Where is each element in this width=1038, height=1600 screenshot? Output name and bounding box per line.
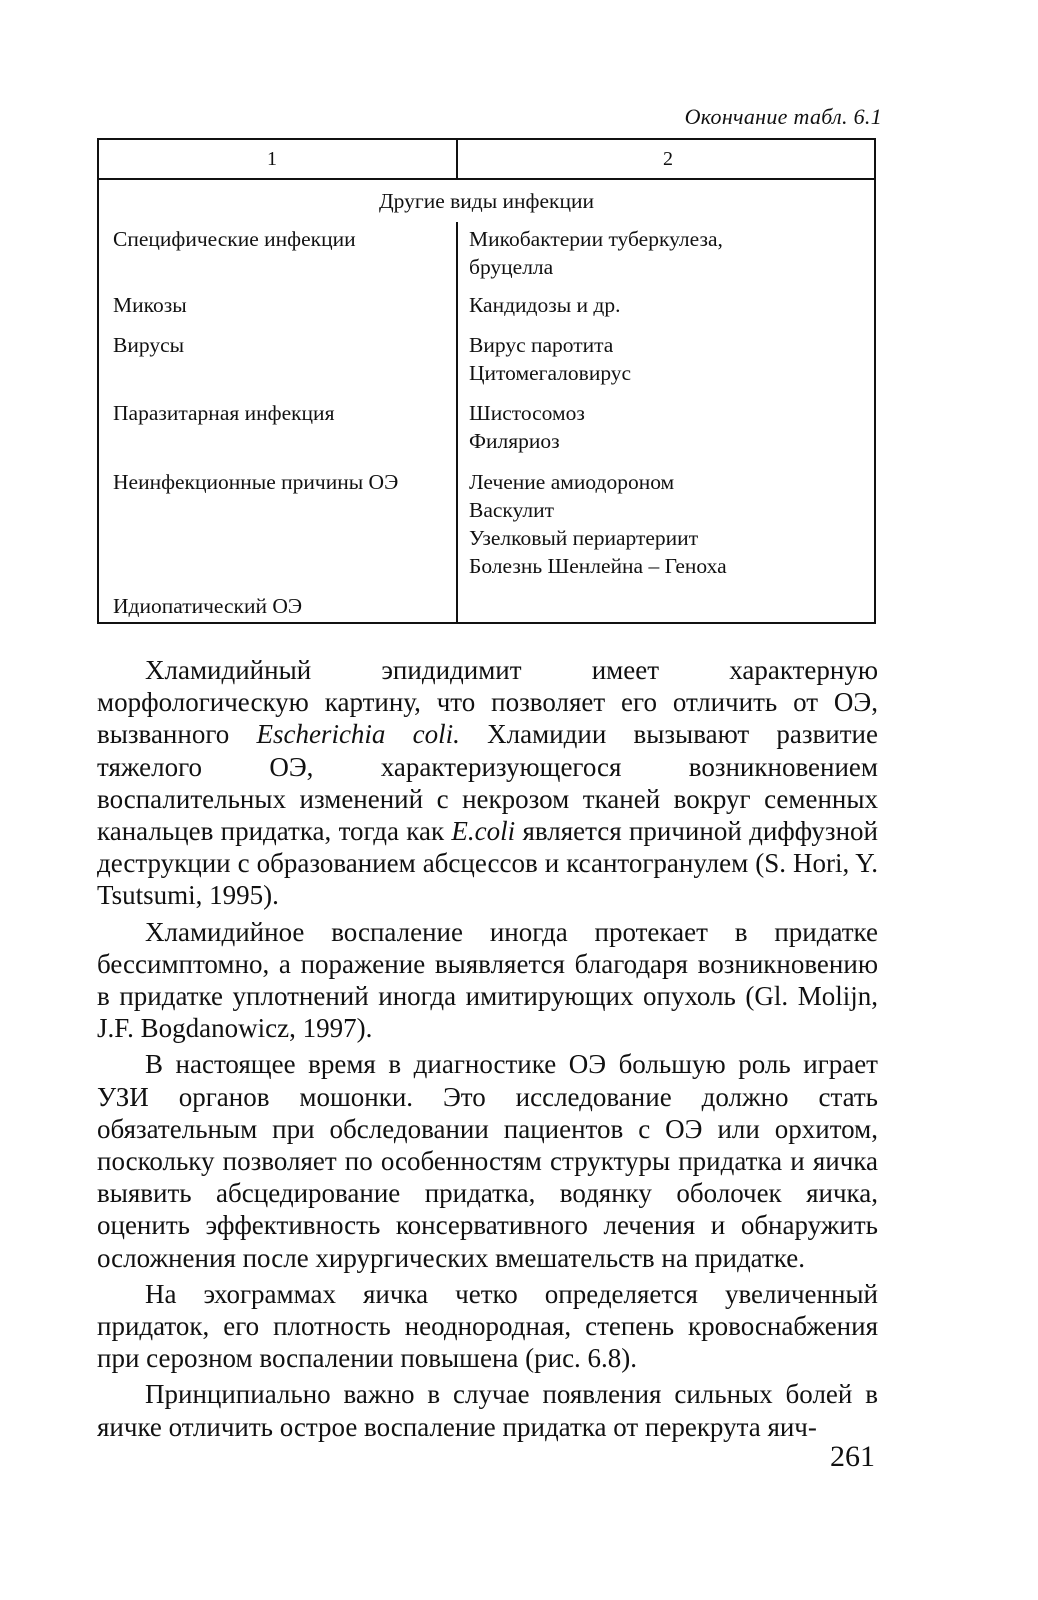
table-cell-right: Филяриоз bbox=[469, 429, 560, 453]
table-cell-left: Паразитарная инфекция bbox=[113, 401, 335, 425]
column-divider-body bbox=[456, 222, 458, 622]
table-cell-left: Вирусы bbox=[113, 333, 185, 357]
table-cell-right: Васкулит bbox=[469, 498, 555, 522]
species-name-italic: E.coli bbox=[451, 816, 516, 847]
infection-table bbox=[97, 138, 876, 624]
paragraph: На эхограммах яичка четко определяется увеличенный придаток, его плотность неоднородная, степень кровоснабжения при серозном воспалении повышена (рис. 6.8). bbox=[97, 1278, 878, 1374]
table-cell-right: Микобактерии туберкулеза, bbox=[469, 227, 723, 251]
table-cell-right: Узелковый периартериит bbox=[469, 526, 699, 550]
table-cell-left: Неинфекционные причины ОЭ bbox=[113, 470, 399, 494]
column-header-2: 2 bbox=[663, 148, 673, 170]
page-number: 261 bbox=[830, 1440, 875, 1473]
paragraph: Хламидийное воспаление иногда протекает в придатке бессимптомно, а поражение выявляется благодаря возникновению в придатке уплотнений иногда имитирующих опухоль (Gl. Molijn, J.F. Bogdanowicz, 1997). bbox=[97, 916, 878, 1044]
table-cell-right: бруцелла bbox=[469, 255, 554, 279]
paragraph-text: Хламидийный эпидидимит имеет характерную морфологическую картину, что позволяет его отличить от ОЭ, вызванного bbox=[97, 655, 878, 750]
table-cell-left: Микозы bbox=[113, 293, 187, 317]
table-cell-right: Вирус паротита bbox=[469, 333, 614, 357]
paragraph-text: Хламидии вызывают развитие тяжелого ОЭ, характеризующегося возникновением воспалительных изменений с некрозом тканей вокруг семенных канальцев придатка, тогда как bbox=[97, 719, 878, 847]
table-header-row bbox=[99, 140, 874, 180]
table-caption: Окончание табл. 6.1 bbox=[684, 104, 882, 129]
table-cell-left: Специфические инфекции bbox=[113, 227, 356, 251]
table-cell-right: Шистосомоз bbox=[469, 401, 585, 425]
paragraph-text: является причиной диффузной деструкции с образованием абсцессов и ксантогранулем (S. Hori, Y. Tsutsumi, 1995). bbox=[97, 816, 878, 911]
table-cell-right: Кандидозы и др. bbox=[469, 293, 621, 317]
column-header-1: 1 bbox=[267, 148, 277, 170]
table-section-title: Другие виды инфекции bbox=[379, 189, 594, 213]
table-cell-right: Болезнь Шенлейна – Геноха bbox=[469, 554, 727, 578]
table-cell-right: Лечение амиодороном bbox=[469, 470, 675, 494]
body-text bbox=[97, 654, 878, 1443]
species-name-italic: Escherichia coli. bbox=[256, 719, 460, 750]
table-cell-right: Цитомегаловирус bbox=[469, 361, 632, 385]
paragraph bbox=[97, 654, 878, 912]
paragraph: В настоящее время в диагностике ОЭ большую роль играет УЗИ органов мошонки. Это исследование должно стать обязательным при обследовании пациентов с ОЭ или орхитом, поскольку позволяет по особенностям структуры придатка и яичка выявить абсцедирование придатка, водянку оболочек яичка, оценить эффективность консервативного лечения и обнаружить осложнения после хирургических вмешательств на придатке. bbox=[97, 1049, 878, 1273]
column-divider-header bbox=[456, 140, 458, 178]
table-cell-left: Идиопатический ОЭ bbox=[113, 594, 303, 618]
paragraph: Принципиально важно в случае появления сильных болей в яичке отличить острое воспаление придатка от перекрута яич- bbox=[97, 1379, 878, 1442]
